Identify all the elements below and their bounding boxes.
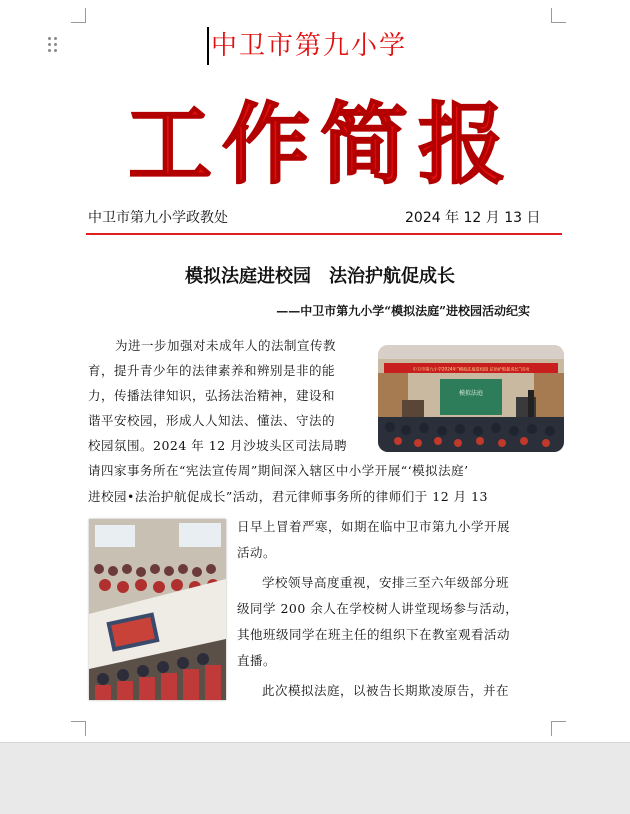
photo-board-text: 模拟法庭 [458, 390, 484, 397]
crop-mark-bottom-left [71, 721, 86, 736]
header-rule [86, 233, 562, 235]
drag-handle-icon[interactable] [48, 37, 58, 53]
event-photo-hall [378, 345, 564, 452]
body-line: 直播。 [237, 653, 277, 668]
body-line: 谐平安校园，形成人人知法、懂法、守法的 [88, 413, 336, 428]
body-line: 日早上冒着严寒，如期在临中卫市第九小学开展 [237, 519, 511, 534]
page-gap-area [0, 742, 630, 814]
body-line: 请四家事务所在“宪法宣传周”期间深入辖区中小学开展“‘模拟法庭’ [88, 463, 469, 478]
body-line: 进校园•法治护航促成长”活动，君元律师事务所的律师们于 12 月 13 [88, 489, 488, 504]
text-cursor [207, 27, 209, 65]
article-title: 模拟法庭进校园 法治护航促成长 [185, 266, 455, 287]
masthead-text: 工作简报 [130, 92, 510, 195]
body-line: 为进一步加强对未成年人的法制宣传教 [115, 338, 337, 353]
event-photo-classroom [89, 519, 226, 700]
school-name[interactable]: 中卫市第九小学 [211, 31, 408, 61]
photo-banner-text: 中卫市第九小学2024年“模拟法庭进校园 法治护航促成长”活动 [412, 366, 530, 372]
body-line: 级同学 200 余人在学校树人讲堂现场参与活动， [237, 601, 519, 616]
crop-mark-top-left [71, 8, 86, 23]
body-line: 学校领导高度重视，安排三至六年级部分班 [262, 575, 510, 590]
body-line: 此次模拟法庭，以被告长期欺凌原告，并在 [262, 683, 510, 698]
department-label: 中卫市第九小学政教处 [88, 210, 228, 226]
body-line: 校园氛围。2024 年 12 月沙坡头区司法局聘 [88, 438, 348, 453]
crop-mark-top-right [551, 8, 566, 23]
body-line: 其他班级同学在班主任的组织下在教室观看活动 [237, 627, 511, 642]
crop-mark-bottom-right [551, 721, 566, 736]
issue-date: 2024 年 12 月 13 日 [405, 210, 541, 226]
body-line: 力，传播法律知识，弘扬法治精神，建设和 [88, 388, 336, 403]
masthead-title[interactable] [130, 85, 510, 195]
article-subtitle: ——中卫市第九小学“模拟法庭”进校园活动纪实 [276, 304, 530, 318]
body-line: 育，提升青少年的法律素养和辨别是非的能 [88, 363, 336, 378]
body-line: 活动。 [237, 545, 277, 560]
